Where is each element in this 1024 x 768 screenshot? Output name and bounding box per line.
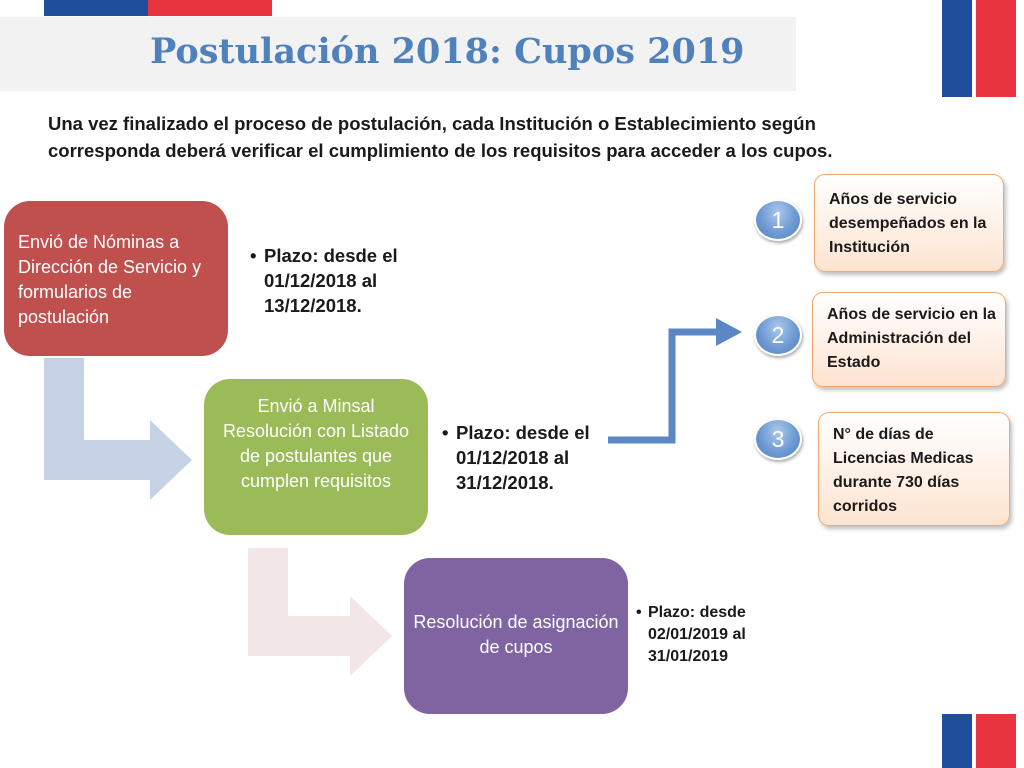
step-box-asignacion: Resolución de asignación de cupos (404, 558, 628, 714)
page-title: Postulación 2018: Cupos 2019 (150, 31, 745, 72)
bullet-dot: • (442, 422, 449, 443)
intro-text: Una vez finalizado el proceso de postulación, cada Institución o Establecimiento según corresponda deberá verificar el cumplimiento de los requisitos para acceder a los cupos. (48, 113, 833, 161)
deadline-text: Plazo: desde 02/01/2019 al 31/01/2019 (648, 604, 746, 665)
deadline-step-1 (250, 243, 434, 318)
deadline-text: Plazo: desde el 01/12/2018 al 31/12/2018. (456, 422, 590, 493)
requirement-box-3: N° de días de Licencias Medicas durante 730 días corridos (818, 412, 1010, 526)
arrow-step2-to-step3 (248, 548, 392, 676)
requirement-number-3: 3 (754, 418, 802, 460)
deadline-step-3 (636, 602, 798, 668)
requirement-number-2: 2 (754, 314, 802, 356)
requirement-box-1: Años de servicio desempeñados en la Institución (814, 174, 1004, 272)
requirement-box-2: Años de servicio en la Administración del Estado (812, 292, 1006, 387)
requirement-number-1: 1 (754, 199, 802, 241)
deadline-step-2 (442, 420, 626, 495)
arrow-step1-to-step2 (44, 358, 192, 500)
bullet-dot: • (250, 245, 257, 266)
step-box-nominas: Envió de Nóminas a Dirección de Servicio y formularios de postulación (4, 201, 228, 356)
arrow-to-requirements-head (716, 318, 742, 346)
bullet-dot: • (636, 604, 642, 621)
deadline-text: Plazo: desde el 01/12/2018 al 13/12/2018. (264, 245, 398, 316)
step-box-resolucion-minsal: Envió a Minsal Resolución con Listado de postulantes que cumplen requisitos (204, 379, 428, 535)
